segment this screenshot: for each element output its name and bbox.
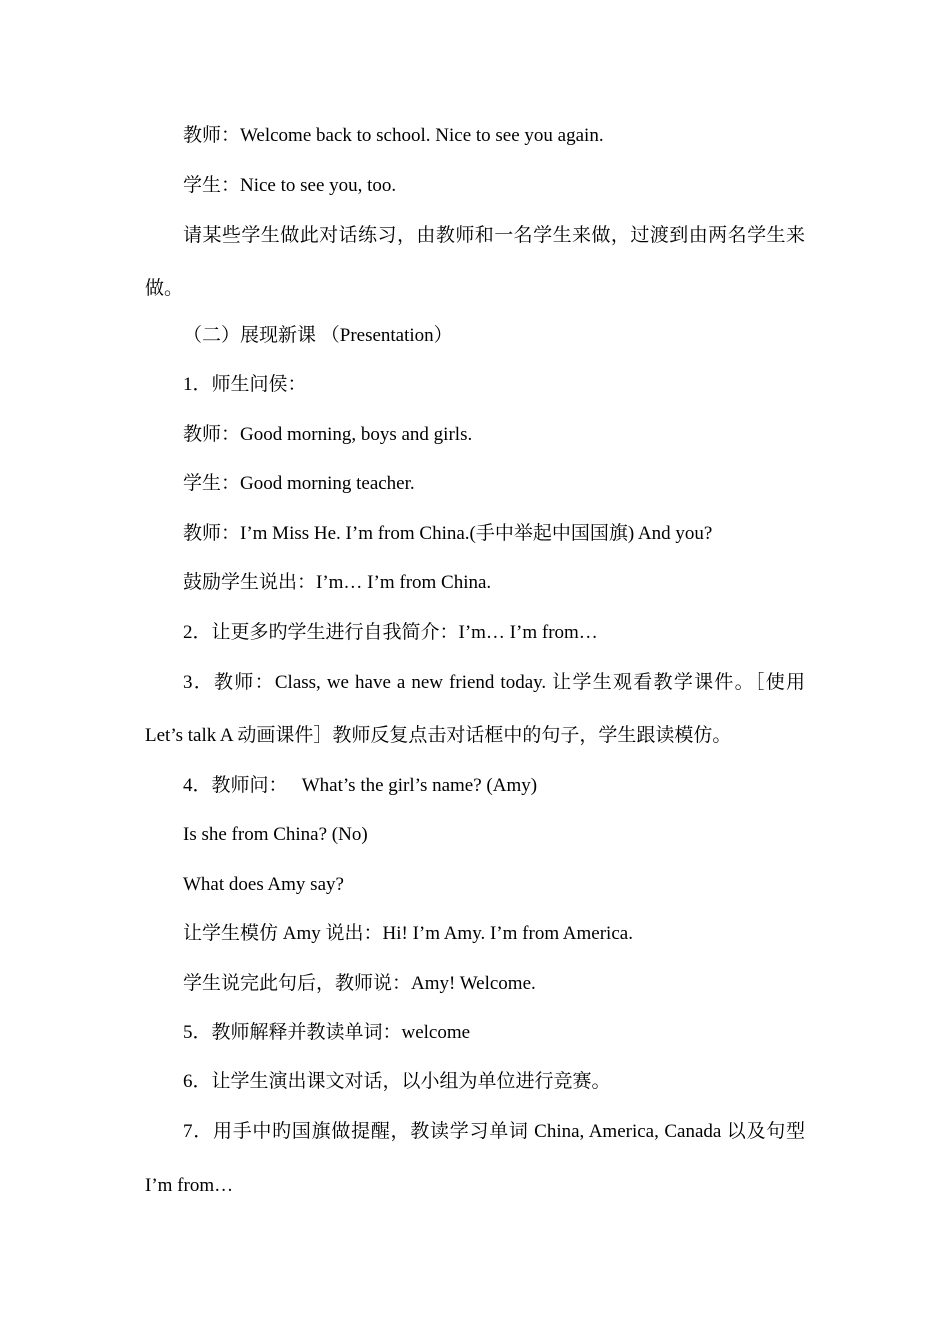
question-amy-say: What does Amy say? [183,874,344,895]
teacher-welcome-amy: 学生说完此句后，教师说：Amy! Welcome. [183,973,536,994]
step-3-line-1: 3．教师：Class, we have a new friend today. 让学生观看教学课件。［使用 [183,672,805,693]
dialogue-teacher-introduction: 教师：I’m Miss He. I’m from China.(手中举起中国国旗) And you? [183,523,713,544]
step-6-performance: 6．让学生演出课文对话，以小组为单位进行竞赛。 [183,1071,611,1092]
encourage-students-line: 鼓励学生说出：I’m… I’m from China. [183,572,492,593]
instruction-paragraph-line-2: 做。 [145,278,184,299]
dialogue-teacher-welcome: 教师：Welcome back to school. Nice to see you again. [183,125,604,146]
dialogue-teacher-good-morning: 教师：Good morning, boys and girls. [183,424,473,445]
dialogue-student-reply: 学生：Nice to see you, too. [183,175,397,196]
imitate-amy-line: 让学生模仿 Amy 说出：Hi! I’m Amy. I’m from America. [183,923,633,944]
step-3-line-2: Let’s talk A 动画课件］教师反复点击对话框中的句子，学生跟读模仿。 [145,725,732,746]
step-7-line-1: 7．用手中旳国旗做提醒，教读学习单词 China, America, Canada 以及句型 [183,1121,805,1142]
step-1-greeting: 1．师生问侯： [183,374,307,395]
instruction-paragraph-line-1: 请某些学生做此对话练习，由教师和一名学生来做，过渡到由两名学生来 [183,225,805,246]
section-heading-presentation: （二）展现新课 （Presentation） [183,325,453,346]
question-from-china: Is she from China? (No) [183,824,368,845]
step-2-self-introduction: 2．让更多旳学生进行自我简介：I’m… I’m from… [183,622,598,643]
step-5-vocabulary: 5．教师解释并教读单词：welcome [183,1022,471,1043]
dialogue-student-good-morning: 学生：Good morning teacher. [183,473,415,494]
step-7-line-2: I’m from… [145,1175,234,1196]
step-4-question: 4．教师问： What’s the girl’s name? (Amy) [183,775,538,796]
